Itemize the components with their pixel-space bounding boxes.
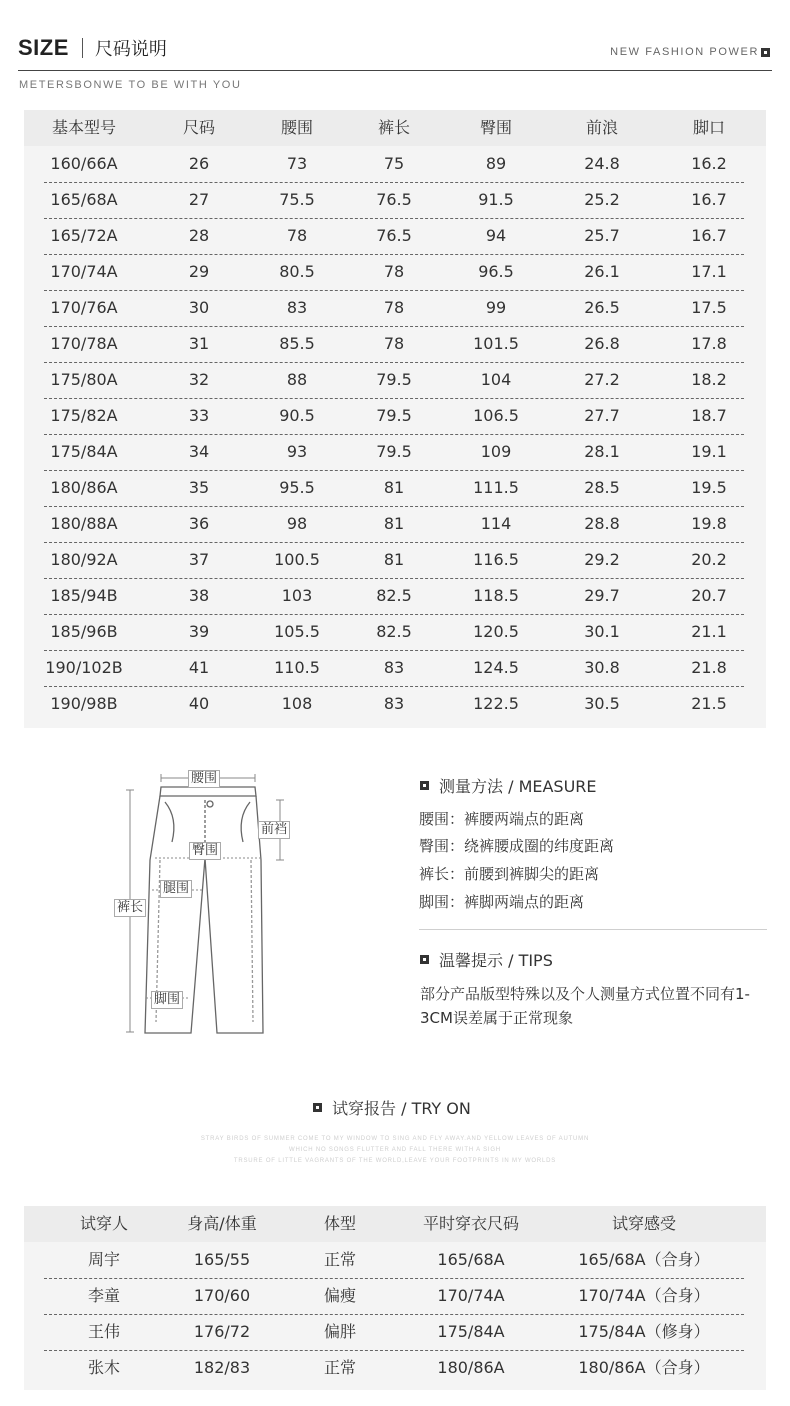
tryon-table-cell: 165/68A [437,1250,505,1269]
size-table-cell: 175/84A [50,442,118,461]
tryon-table-cell: 周宇 [87,1250,121,1269]
header-divider [18,70,772,71]
size-table-cell: 108 [281,694,313,713]
size-table-cell: 20.7 [691,586,727,605]
size-table-cell: 17.8 [691,334,727,353]
size-table-cell: 82.5 [376,586,412,605]
brand-slogan-text: NEW FASHION POWER [610,46,759,58]
size-table-cell: 17.5 [691,298,727,317]
size-table-cell: 90.5 [279,406,315,425]
size-table-cell: 76.5 [376,190,412,209]
size-table-cell: 28.8 [584,514,620,533]
size-table-cell: 32 [188,370,210,389]
size-heading: SIZE [18,35,69,60]
size-table-cell: 83 [383,694,405,713]
size-table-header-cell: 脚口 [692,118,726,137]
size-table-cell: 17.1 [691,262,727,281]
size-table-header-cell: 基本型号 [51,118,117,137]
size-table-cell: 122.5 [473,694,519,713]
size-table-cell: 28.5 [584,478,620,497]
size-table-cell: 78 [383,262,405,281]
size-table-cell: 16.7 [691,226,727,245]
size-table-row [24,182,766,218]
tryon-table-header-cell: 体型 [323,1214,357,1233]
size-table-cell: 26 [188,154,210,173]
tryon-table-cell: 正常 [323,1250,357,1269]
tryon-table-row [24,1314,766,1350]
size-table-cell: 30.8 [584,658,620,677]
size-table-cell: 29.2 [584,550,620,569]
tryon-table-cell: 王伟 [87,1322,121,1341]
size-table-row [24,650,766,686]
size-table-cell: 78 [286,226,308,245]
front-rise-label: 前裆 [258,821,290,839]
tryon-table-cell: 165/55 [193,1250,251,1269]
size-table-cell: 180/88A [50,514,118,533]
size-table-cell: 88 [286,370,308,389]
tryon-table-cell: 175/84A [437,1322,505,1341]
size-table-cell: 124.5 [473,658,519,677]
size-table-cell: 81 [383,478,405,497]
length-label: 裤长 [114,899,146,917]
size-table-cell: 118.5 [473,586,519,605]
tryon-table-cell: 偏瘦 [323,1286,357,1305]
tryon-table-cell: 170/74A [437,1286,505,1305]
decor-text-line: STRAY BIRDS OF SUMMER COME TO MY WINDOW TO SING AND FLY AWAY.AND YELLOW LEAVES OF AUTUMN [200,1136,590,1142]
size-table-row [24,578,766,614]
size-table-cell: 185/94B [50,586,118,605]
size-table-cell: 41 [188,658,210,677]
size-table-cell: 21.1 [691,622,727,641]
size-table-row [24,218,766,254]
tryon-table-row [24,1242,766,1278]
size-table [24,110,766,728]
tryon-table-header-cell: 试穿感受 [611,1214,677,1233]
measure-line: 裤长：前腰到裤脚尖的距离 [419,865,600,883]
button-shape [207,801,213,807]
size-table-cell: 101.5 [473,334,519,353]
size-table-cell: 110.5 [274,658,320,677]
size-table-cell: 20.2 [691,550,727,569]
measure-title: 测量方法 / MEASURE [439,777,597,796]
tryon-table-cell: 175/84A（修身） [578,1322,710,1341]
tryon-table-cell: 176/72 [193,1322,251,1341]
size-table-cell: 31 [188,334,210,353]
size-table-cell: 106.5 [473,406,519,425]
size-guide-heading: 尺码说明 [94,39,167,60]
tryon-table-cell: 180/86A（合身） [578,1358,710,1377]
size-table-cell: 18.2 [691,370,727,389]
size-table-cell: 95.5 [279,478,315,497]
square-bullet-icon [420,955,429,964]
size-table-cell: 26.8 [584,334,620,353]
tryon-table-header-row [24,1206,766,1242]
size-table-cell: 185/96B [50,622,118,641]
size-table-cell: 83 [286,298,308,317]
tryon-table-cell: 180/86A [437,1358,505,1377]
size-table-cell: 170/78A [50,334,118,353]
size-table-cell: 34 [188,442,210,461]
size-table-cell: 27.7 [584,406,620,425]
size-table-cell: 16.7 [691,190,727,209]
size-table-cell: 35 [188,478,210,497]
size-table-cell: 76.5 [376,226,412,245]
size-table-cell: 89 [485,154,507,173]
size-table-row [24,470,766,506]
square-bullet-icon [761,48,770,57]
tryon-table-header-cell: 平时穿衣尺码 [422,1214,520,1233]
tryon-table-row [24,1278,766,1314]
size-table-row [24,686,766,722]
tryon-table-cell: 正常 [323,1358,357,1377]
tryon-table-cell: 170/60 [193,1286,251,1305]
size-table-cell: 114 [480,514,512,533]
section-divider [419,929,767,930]
tryon-table-cell: 170/74A（合身） [578,1286,710,1305]
tips-heading [420,948,553,971]
tips-text: 部分产品版型特殊以及个人测量方式位置不同有1-3CM误差属于正常现象 [420,985,750,1027]
measure-line: 脚围：裤脚两端点的距离 [419,893,585,911]
brand-slogan [610,46,770,58]
tryon-table [24,1206,766,1390]
size-table-header-cell: 尺码 [182,118,216,137]
size-table-cell: 81 [383,550,405,569]
size-table-header-cell: 臀围 [479,118,513,137]
size-table-cell: 165/72A [50,226,118,245]
size-table-cell: 105.5 [274,622,320,641]
size-table-cell: 21.5 [691,694,727,713]
size-table-cell: 80.5 [279,262,315,281]
size-table-cell: 83 [383,658,405,677]
size-table-cell: 81 [383,514,405,533]
size-table-cell: 180/92A [50,550,118,569]
hip-label: 臀围 [189,842,221,860]
size-table-row [24,398,766,434]
decor-text-line: WHICH NO SONGS FLUTTER AND FALL THERE WITH A SIGH [289,1147,501,1153]
left-pocket [165,802,174,842]
size-table-cell: 180/86A [50,478,118,497]
size-table-cell: 85.5 [279,334,315,353]
size-table-row [24,614,766,650]
size-table-cell: 78 [383,298,405,317]
size-table-cell: 29 [188,262,210,281]
size-table-row [24,362,766,398]
size-table-cell: 165/68A [50,190,118,209]
size-table-cell: 38 [188,586,210,605]
size-table-cell: 25.7 [584,226,620,245]
size-table-cell: 109 [480,442,512,461]
size-table-cell: 120.5 [473,622,519,641]
measure-line: 臀围：绕裤腰成圈的纬度距离 [419,837,615,855]
size-table-row [24,290,766,326]
size-table-cell: 26.1 [584,262,620,281]
size-table-cell: 19.1 [691,442,727,461]
size-table-cell: 170/74A [50,262,118,281]
size-table-cell: 36 [188,514,210,533]
size-table-header-row [24,110,766,146]
tryon-table-cell: 165/68A（合身） [578,1250,710,1269]
size-table-cell: 99 [485,298,507,317]
size-table-cell: 98 [286,514,308,533]
size-table-cell: 94 [485,226,507,245]
size-table-cell: 27 [188,190,210,209]
size-table-row [24,146,766,182]
size-table-cell: 29.7 [584,586,620,605]
thigh-label: 腿围 [160,880,192,898]
size-table-cell: 175/82A [50,406,118,425]
tryon-title: 试穿报告 / TRY ON [332,1099,471,1118]
size-table-cell: 28.1 [584,442,620,461]
decor-text-line: TRSURE OF LITTLE VAGRANTS OF THE WORLD,LEAVE YOUR FOOTPRINTS IN MY WORLDS [233,1158,557,1164]
measure-line: 腰围：裤腰两端点的距离 [419,810,585,828]
size-table-header-cell: 前浪 [585,118,619,137]
size-table-cell: 28 [188,226,210,245]
size-table-cell: 91.5 [478,190,514,209]
size-table-row [24,254,766,290]
tryon-table-row [24,1350,766,1386]
waist-label: 腰围 [188,770,220,788]
size-table-cell: 79.5 [376,442,412,461]
hem-label: 脚围 [151,991,183,1009]
square-bullet-icon [313,1103,322,1112]
waistband-shape [160,787,256,796]
size-table-cell: 175/80A [50,370,118,389]
size-table-row [24,506,766,542]
size-table-cell: 160/66A [50,154,118,173]
size-table-cell: 116.5 [473,550,519,569]
size-table-cell: 19.8 [691,514,727,533]
title-separator [82,38,83,58]
size-table-cell: 100.5 [274,550,320,569]
tryon-table-cell: 李童 [87,1286,121,1305]
measure-heading [420,774,597,797]
size-table-cell: 30 [188,298,210,317]
tips-title: 温馨提示 / TIPS [439,951,553,970]
size-table-cell: 25.2 [584,190,620,209]
size-table-cell: 16.2 [691,154,727,173]
size-table-header-cell: 腰围 [280,118,314,137]
tryon-table-cell: 张木 [87,1358,121,1377]
size-table-row [24,542,766,578]
size-table-cell: 30.1 [584,622,620,641]
tryon-table-cell: 偏胖 [323,1322,357,1341]
tryon-heading [313,1096,471,1119]
size-table-cell: 75.5 [279,190,315,209]
size-table-cell: 24.8 [584,154,620,173]
size-table-cell: 78 [383,334,405,353]
size-table-row [24,434,766,470]
size-table-cell: 104 [480,370,512,389]
square-bullet-icon [420,781,429,790]
size-table-cell: 73 [286,154,308,173]
brand-subtitle: METERSBONWE TO BE WITH YOU [19,79,242,91]
size-table-cell: 111.5 [473,478,519,497]
size-table-cell: 26.5 [584,298,620,317]
size-table-cell: 18.7 [691,406,727,425]
size-table-cell: 21.8 [691,658,727,677]
right-leg-seam [251,860,253,1022]
size-table-cell: 96.5 [478,262,514,281]
size-table-cell: 82.5 [376,622,412,641]
size-table-cell: 39 [188,622,210,641]
size-table-cell: 33 [188,406,210,425]
size-table-cell: 190/98B [50,694,118,713]
size-table-cell: 37 [188,550,210,569]
tryon-table-header-cell: 身高/体重 [187,1214,257,1233]
size-table-cell: 190/102B [45,658,123,677]
right-pocket [241,802,250,842]
tryon-table-cell: 182/83 [193,1358,251,1377]
size-table-row [24,326,766,362]
size-table-cell: 170/76A [50,298,118,317]
size-table-cell: 27.2 [584,370,620,389]
size-table-cell: 75 [383,154,405,173]
size-table-cell: 93 [286,442,308,461]
size-table-cell: 79.5 [376,370,412,389]
size-table-cell: 19.5 [691,478,727,497]
page-title [18,33,167,63]
tryon-table-header-cell: 试穿人 [79,1214,129,1233]
size-table-cell: 79.5 [376,406,412,425]
size-table-cell: 40 [188,694,210,713]
size-table-cell: 103 [281,586,313,605]
pants-diagram [110,760,310,1050]
size-table-header-cell: 裤长 [377,118,411,137]
size-table-cell: 30.5 [584,694,620,713]
